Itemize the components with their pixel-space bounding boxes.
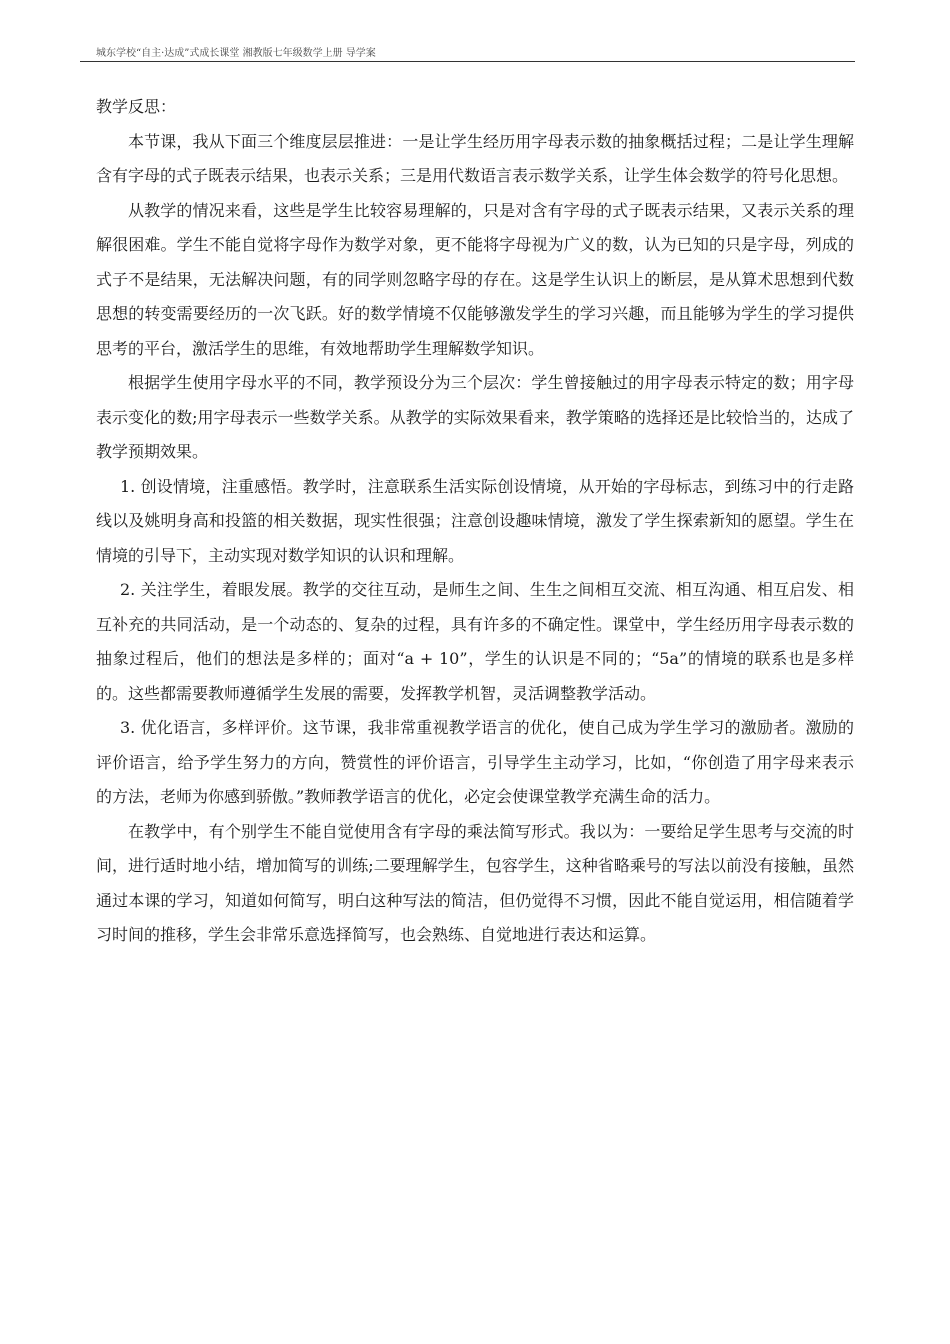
paragraph-point-2: 2. 关注学生，着眼发展。教学的交往互动，是师生之间、生生之间相互交流、相互沟通、相互启发、相互补充的共同活动，是一个动态的、复杂的过程，具有许多的不确定性。课堂中，学生经历用字母表示数的抽象过程后，他们的想法是多样的；面对“a + 10”，学生的认识是不同的；“5a”的情境的联系也是多样的。这些都需要教师遵循学生发展的需要，发挥教学机智，灵活调整教学活动。 <box>96 580 854 703</box>
paragraph-point-1: 1. 创设情境，注重感悟。教学时，注意联系生活实际创设情境，从开始的字母标志，到练习中的行走路线以及姚明身高和投篮的相关数据，现实性很强；注意创设趣味情境，激发了学生探索新知的愿望。学生在情境的引导下，主动实现对数学知识的认识和理解。 <box>96 476 854 565</box>
paragraph-observation: 从教学的情况来看，这些是学生比较容易理解的，只是对含有字母的式子既表示结果，又表示关系的理解很困难。学生不能自觉将字母作为数学对象，更不能将字母视为广义的数，认为已知的只是字母，列成的式子不是结果，无法解决问题，有的同学则忽略字母的存在。这是学生认识上的断层，是从算术思想到代数思想的转变需要经历的一次飞跃。好的数学情境不仅能够激发学生的学习兴趣，而且能够为学生的学习提供思考的平台，激活学生的思维，有效地帮助学生理解数学知识。 <box>96 200 854 358</box>
section-title: 教学反思： <box>96 97 177 116</box>
document-body <box>96 90 854 953</box>
header-rule <box>80 61 855 62</box>
paragraph-conclusion: 在教学中，有个别学生不能自觉使用含有字母的乘法简写形式。我以为：一要给足学生思考与交流的时间，进行适时地小结，增加简写的训练;二要理解学生，包容学生，这种省略乘号的写法以前没有接触，虽然通过本课的学习，知道如何简写，明白这种写法的简洁，但仍觉得不习惯，因此不能自觉运用，相信随着学习时间的推移，学生会非常乐意选择简写，也会熟练、自觉地进行表达和运算。 <box>96 821 854 944</box>
paragraph-intro: 本节课，我从下面三个维度层层推进：一是让学生经历用字母表示数的抽象概括过程；二是让学生理解含有字母的式子既表示结果，也表示关系；三是用代数语言表示数学关系，让学生体会数学的符号化思想。 <box>96 131 854 185</box>
paragraph-point-3: 3. 优化语言，多样评价。这节课，我非常重视教学语言的优化，使自己成为学生学习的激励者。激励的评价语言，给予学生努力的方向，赞赏性的评价语言，引导学生主动学习，比如，“你创造了用字母来表示的方法，老师为你感到骄傲。”教师教学语言的优化，必定会使课堂教学充满生命的活力。 <box>96 718 854 806</box>
running-header: 城东学校“自主·达成”式成长课堂 湘教版七年级数学上册 导学案 <box>96 48 376 59</box>
paragraph-levels: 根据学生使用字母水平的不同，教学预设分为三个层次：学生曾接触过的用字母表示特定的数；用字母表示变化的数;用字母表示一些数学关系。从教学的实际效果看来，教学策略的选择还是比较恰当的，达成了教学预期效果。 <box>96 373 854 461</box>
